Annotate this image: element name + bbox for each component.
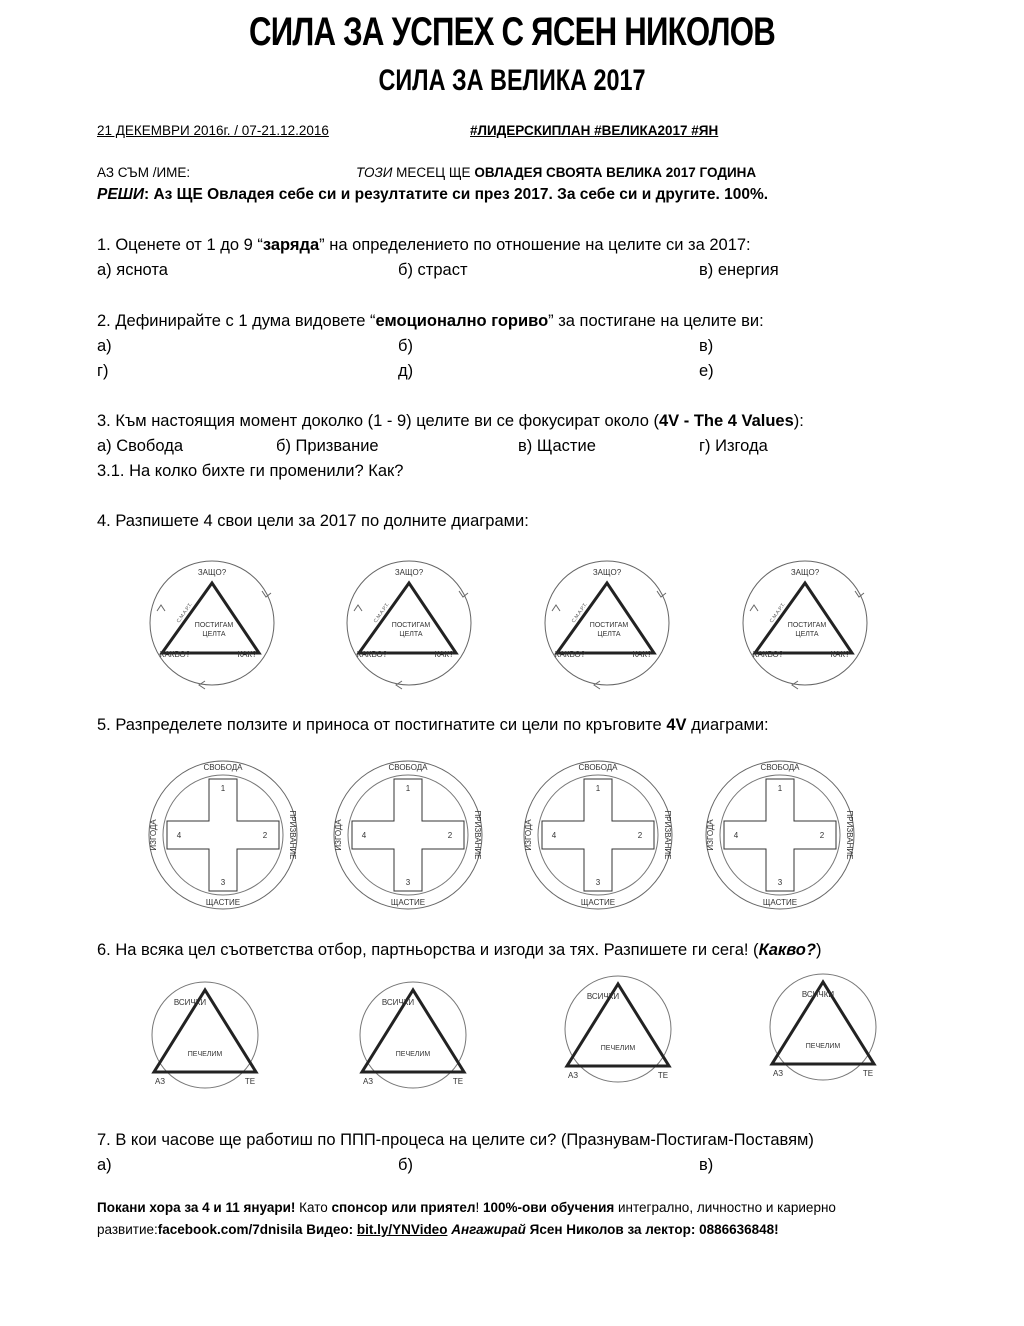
svg-text:КАК?: КАК? (830, 650, 850, 659)
question-4: 4. Разпишете 4 свои цели за 2017 по долните диаграми: (97, 512, 529, 530)
svg-text:ЦЕЛТА: ЦЕЛТА (795, 631, 819, 638)
svg-text:ВСИЧКИ: ВСИЧКИ (801, 990, 835, 999)
svg-text:ПРИЗВАНИЕ: ПРИЗВАНИЕ (288, 810, 297, 860)
svg-text:ПОСТИГАМ: ПОСТИГАМ (589, 622, 629, 629)
facebook-link[interactable]: facebook.com/7dnisila Видео: (157, 1222, 357, 1237)
q3-option-d: г) Изгода (699, 437, 768, 455)
svg-text:СВОБОДА: СВОБОДА (203, 763, 243, 772)
svg-text:ИЗГОДА: ИЗГОДА (706, 819, 715, 851)
svg-text:КАКВО?: КАКВО? (752, 650, 784, 659)
q2-option-b: б) (398, 337, 413, 355)
svg-text:2: 2 (637, 831, 643, 840)
goal-diagram (542, 553, 672, 693)
date-line: 21 ДЕКЕМВРИ 2016г. / 07-21.12.2016 (97, 123, 329, 138)
question-7: 7. В кои часове ще работиш по ППП-процеса на целите си? (Празнувам-Постигам-Поставям) (97, 1131, 814, 1149)
svg-text:ВСИЧКИ: ВСИЧКИ (173, 998, 207, 1007)
svg-text:СВОБОДА: СВОБОДА (760, 763, 800, 772)
svg-text:3: 3 (777, 878, 783, 887)
question-1: 1. Оценете от 1 до 9 “заряда” на определението по отношение на целите си за 2017: (97, 236, 751, 254)
q7-option-c: в) (699, 1156, 714, 1174)
svg-text:ЗАЩО?: ЗАЩО? (394, 568, 424, 577)
svg-text:4: 4 (361, 831, 367, 840)
q3-option-c: в) Щастие (518, 437, 596, 455)
svg-text:КАК?: КАК? (434, 650, 454, 659)
svg-text:3: 3 (405, 878, 411, 887)
svg-text:ПРИЗВАНИЕ: ПРИЗВАНИЕ (845, 810, 854, 860)
q2-option-d: г) (97, 362, 109, 380)
q1-option-b: б) страст (398, 261, 468, 279)
svg-text:ПРИЗВАНИЕ: ПРИЗВАНИЕ (663, 810, 672, 860)
team-diagram (748, 972, 898, 1084)
svg-text:АЗ: АЗ (772, 1069, 784, 1078)
goal-diagram (147, 553, 277, 693)
svg-text:ЩАСТИЕ: ЩАСТИЕ (580, 898, 616, 907)
svg-text:ПОСТИГАМ: ПОСТИГАМ (391, 622, 431, 629)
svg-text:С.М.А.Р.Т.: С.М.А.Р.Т. (372, 601, 391, 625)
question-3: 3. Към настоящия момент доколко (1 - 9) целите ви се фокусират около (4V - The 4 Values): (97, 412, 804, 430)
video-link[interactable]: bit.ly/YNVideo (356, 1222, 448, 1237)
goal-diagram (344, 553, 474, 693)
svg-text:ПРИЗВАНИЕ: ПРИЗВАНИЕ (473, 810, 482, 860)
svg-text:ТЕ: ТЕ (452, 1077, 464, 1086)
svg-text:ИЗГОДА: ИЗГОДА (334, 819, 343, 851)
page-title: СИЛА ЗА УСПЕХ С ЯСЕН НИКОЛОВ (249, 10, 775, 54)
svg-text:АЗ: АЗ (154, 1077, 166, 1086)
svg-text:СВОБОДА: СВОБОДА (578, 763, 618, 772)
svg-text:ИЗГОДА: ИЗГОДА (149, 819, 158, 851)
team-diagram (130, 980, 280, 1092)
svg-text:ПЕЧЕЛИМ: ПЕЧЕЛИМ (600, 1045, 636, 1052)
svg-text:ВСИЧКИ: ВСИЧКИ (381, 998, 415, 1007)
q7-option-a: а) (97, 1156, 112, 1174)
q2-option-a: а) (97, 337, 112, 355)
svg-text:КАК?: КАК? (632, 650, 652, 659)
decide-line: РЕШИ: Аз ЩЕ Овладея себе си и резултатите си през 2017. За себе си и другите. 100%. (97, 186, 769, 203)
svg-text:ПОСТИГАМ: ПОСТИГАМ (194, 622, 234, 629)
svg-text:1: 1 (777, 784, 783, 793)
svg-text:КАК?: КАК? (237, 650, 257, 659)
team-diagram (543, 974, 693, 1086)
svg-text:ТЕ: ТЕ (862, 1069, 874, 1078)
svg-text:ЩАСТИЕ: ЩАСТИЕ (762, 898, 798, 907)
svg-text:2: 2 (447, 831, 453, 840)
question-2: 2. Дефинирайте с 1 дума видовете “емоционално гориво” за постигане на целите ви: (97, 312, 764, 330)
svg-text:ПЕЧЕЛИМ: ПЕЧЕЛИМ (805, 1043, 841, 1050)
4v-diagram (518, 755, 678, 915)
svg-text:СВОБОДА: СВОБОДА (388, 763, 428, 772)
page-subtitle: СИЛА ЗА ВЕЛИКА 2017 (378, 64, 646, 97)
hashtags: #ЛИДЕРСКИПЛАН #ВЕЛИКА2017 #ЯН (470, 123, 719, 138)
4v-diagram (700, 755, 860, 915)
svg-text:4: 4 (733, 831, 739, 840)
q3-option-a: а) Свобода (97, 437, 183, 455)
svg-text:КАКВО?: КАКВО? (554, 650, 586, 659)
svg-text:ЦЕЛТА: ЦЕЛТА (399, 631, 423, 638)
svg-text:ЦЕЛТА: ЦЕЛТА (597, 631, 621, 638)
svg-text:КАКВО?: КАКВО? (159, 650, 191, 659)
svg-text:АЗ: АЗ (362, 1077, 374, 1086)
question-6: 6. На всяка цел съответства отбор, партньорства и изгоди за тях. Разпишете ги сега! (Какво?) (97, 941, 822, 959)
svg-text:1: 1 (405, 784, 411, 793)
svg-text:1: 1 (595, 784, 601, 793)
svg-text:ЗАЩО?: ЗАЩО? (592, 568, 622, 577)
svg-text:ЩАСТИЕ: ЩАСТИЕ (205, 898, 241, 907)
svg-text:ТЕ: ТЕ (657, 1071, 669, 1080)
svg-text:ПОСТИГАМ: ПОСТИГАМ (787, 622, 827, 629)
svg-text:3: 3 (220, 878, 226, 887)
q3-option-b: б) Призвание (276, 437, 379, 455)
svg-text:ТЕ: ТЕ (244, 1077, 256, 1086)
svg-text:АЗ: АЗ (567, 1071, 579, 1080)
name-label: АЗ СЪМ /ИМЕ: (97, 165, 191, 180)
svg-text:3: 3 (595, 878, 601, 887)
4v-diagram (328, 755, 488, 915)
svg-text:2: 2 (819, 831, 825, 840)
goal-diagram (740, 553, 870, 693)
question-5: 5. Разпределете ползите и приноса от постигнатите си цели по кръговите 4V диаграми: (97, 716, 769, 734)
4v-diagram (143, 755, 303, 915)
svg-text:С.М.А.Р.Т.: С.М.А.Р.Т. (175, 601, 194, 625)
svg-text:ЗАЩО?: ЗАЩО? (197, 568, 227, 577)
month-line: ТОЗИ МЕСЕЦ ЩЕ ОВЛАДЕЯ СВОЯТА ВЕЛИКА 2017 ГОДИНА (356, 165, 757, 180)
q2-option-c: в) (699, 337, 714, 355)
svg-text:С.М.А.Р.Т.: С.М.А.Р.Т. (768, 601, 787, 625)
svg-text:ПЕЧЕЛИМ: ПЕЧЕЛИМ (395, 1051, 431, 1058)
svg-text:ЩАСТИЕ: ЩАСТИЕ (390, 898, 426, 907)
team-diagram (338, 980, 488, 1092)
svg-text:4: 4 (176, 831, 182, 840)
q2-option-f: е) (699, 362, 714, 380)
q1-option-c: в) енергия (699, 261, 779, 279)
svg-text:ПЕЧЕЛИМ: ПЕЧЕЛИМ (187, 1051, 223, 1058)
q1-option-a: а) яснота (97, 261, 168, 279)
footer-line-2: развитие:facebook.com/7dnisila Видео: bit.ly/YNVideo Ангажирай Ясен Николов за лектор: 0886636848! (97, 1222, 779, 1237)
svg-text:4: 4 (551, 831, 557, 840)
svg-text:КАКВО?: КАКВО? (356, 650, 388, 659)
svg-text:1: 1 (220, 784, 226, 793)
svg-text:ЗАЩО?: ЗАЩО? (790, 568, 820, 577)
svg-text:2: 2 (262, 831, 268, 840)
q2-option-e: д) (398, 362, 414, 380)
svg-text:ВСИЧКИ: ВСИЧКИ (586, 992, 620, 1001)
svg-text:С.М.А.Р.Т.: С.М.А.Р.Т. (570, 601, 589, 625)
question-3-1: 3.1. На колко бихте ги променили? Как? (97, 462, 404, 480)
svg-text:ИЗГОДА: ИЗГОДА (524, 819, 533, 851)
footer-line-1: Покани хора за 4 и 11 януари! Като спонсор или приятел! 100%-ови обучения интегрално, личностно и кариерно (97, 1200, 836, 1215)
svg-text:ЦЕЛТА: ЦЕЛТА (202, 631, 226, 638)
q7-option-b: б) (398, 1156, 413, 1174)
